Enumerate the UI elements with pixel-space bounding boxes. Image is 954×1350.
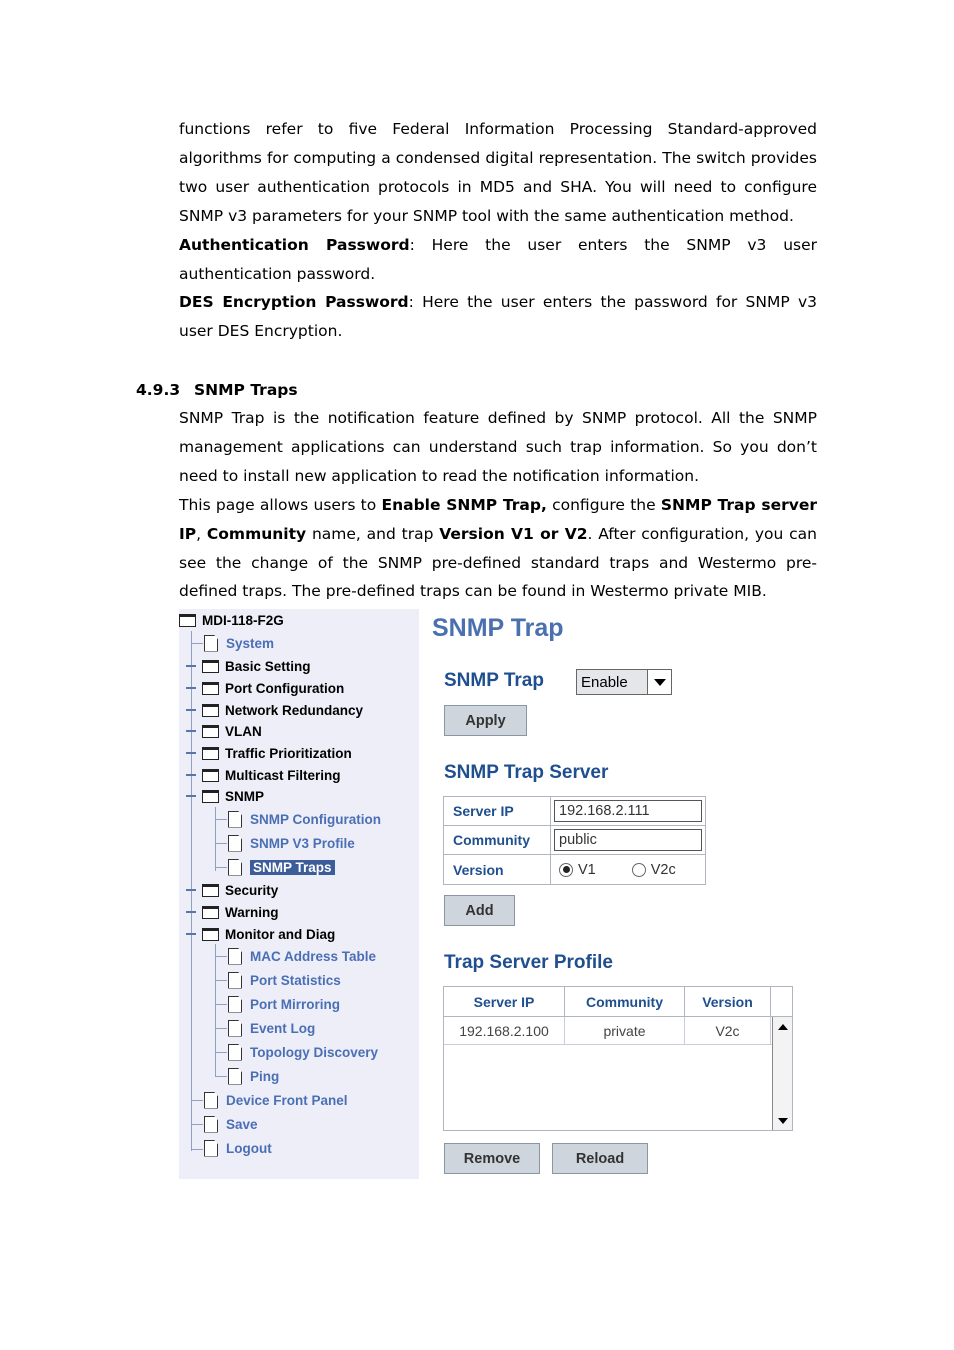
page-icon xyxy=(228,972,242,989)
p2-e: name, and trap xyxy=(306,524,440,543)
folder-icon xyxy=(202,790,219,803)
tree-root[interactable] xyxy=(179,609,284,631)
tree-item-snmp[interactable] xyxy=(202,785,264,807)
intro-paragraph-1: functions refer to five Federal Information Processing Standard-approved algorithms for computing a condensed digital representation. The switch provides two user authentication protocols in MD5 and SHA. You will need to configure SNMP v3 parameters for your SNMP tool with the same authentication method. xyxy=(179,120,817,225)
tree-item-label: Multicast Filtering xyxy=(225,767,341,783)
expand-icon[interactable] xyxy=(186,709,196,711)
chevron-down-icon xyxy=(647,670,671,694)
tree-line xyxy=(215,843,227,844)
version-row xyxy=(444,855,705,884)
page-icon xyxy=(204,1092,218,1109)
page-icon xyxy=(228,1068,242,1085)
tree-item-ping[interactable] xyxy=(228,1065,279,1087)
tree-line xyxy=(191,643,203,644)
page-icon xyxy=(228,1044,242,1061)
remove-button[interactable]: Remove xyxy=(444,1143,540,1174)
scrollbar[interactable] xyxy=(772,1017,792,1130)
folder-icon xyxy=(202,725,219,738)
community-row xyxy=(444,826,705,855)
tree-item-topology-discovery[interactable] xyxy=(228,1041,378,1063)
p2-b1: Enable SNMP Trap, xyxy=(381,495,547,514)
expand-icon[interactable] xyxy=(186,730,196,732)
tree-item-vlan[interactable] xyxy=(202,720,262,742)
column-version: Version xyxy=(685,987,771,1016)
tree-item-basic-setting[interactable] xyxy=(202,655,311,677)
folder-icon xyxy=(202,704,219,717)
tree-item-port-statistics[interactable] xyxy=(228,969,341,991)
p2-d: , xyxy=(196,524,207,543)
section-number: 4.9.3 xyxy=(136,381,181,399)
version-v2c-option[interactable] xyxy=(632,862,676,878)
folder-icon xyxy=(202,660,219,673)
tree-item-warning[interactable] xyxy=(202,901,279,923)
panel-title: SNMP Trap xyxy=(432,614,564,642)
radio-selected-icon xyxy=(559,863,573,877)
tree-item-label: Traffic Prioritization xyxy=(225,745,352,761)
section-text xyxy=(179,404,817,606)
tree-item-system[interactable] xyxy=(204,632,274,654)
tree-item-label: Logout xyxy=(226,1140,272,1156)
collapse-icon[interactable] xyxy=(186,933,196,935)
expand-icon[interactable] xyxy=(186,774,196,776)
nav-tree xyxy=(179,609,419,1179)
auth-password-term: Authentication Password xyxy=(179,235,410,254)
tree-item-network-redundancy[interactable] xyxy=(202,699,363,721)
collapse-icon[interactable] xyxy=(186,795,196,797)
tree-item-security[interactable] xyxy=(202,879,278,901)
tree-line xyxy=(215,807,216,871)
tree-item-label: Event Log xyxy=(250,1020,316,1036)
tree-item-label: Security xyxy=(225,882,279,898)
tree-line xyxy=(191,1100,203,1101)
tree-item-label: SNMP xyxy=(225,788,265,804)
server-ip-input[interactable]: 192.168.2.111 xyxy=(554,800,702,822)
section-paragraph-2 xyxy=(179,491,817,607)
tree-item-multicast-filtering[interactable] xyxy=(202,764,341,786)
trap-server-form xyxy=(443,796,706,885)
tree-item-label: SNMP Configuration xyxy=(250,811,381,827)
tree-item-logout[interactable] xyxy=(204,1137,272,1159)
cell-version: V2c xyxy=(685,1017,771,1044)
tree-item-label: MAC Address Table xyxy=(250,948,377,964)
tree-line xyxy=(215,819,227,820)
add-button[interactable]: Add xyxy=(444,895,515,926)
page-icon xyxy=(204,635,218,652)
tree-item-port-mirroring[interactable] xyxy=(228,993,340,1015)
tree-item-port-configuration[interactable] xyxy=(202,677,344,699)
tree-line xyxy=(191,1124,203,1125)
section-heading xyxy=(136,376,298,404)
p2-f: . After configuration, you can see the change of the SNMP pre-defined standard traps and Westermo pre-defined traps. The pre-defined traps can be found in Westermo private MIB. xyxy=(179,524,817,601)
tree-item-label: Save xyxy=(226,1116,258,1132)
p2-c: configure the xyxy=(546,495,661,514)
p2-a: This page allows users to xyxy=(179,495,382,514)
version-label: Version xyxy=(444,855,551,884)
table-row[interactable] xyxy=(444,1017,792,1045)
tree-line xyxy=(215,867,227,868)
scroll-up-icon[interactable] xyxy=(775,1019,790,1034)
tree-item-label: Network Redundancy xyxy=(225,702,364,718)
tree-item-snmp-configuration[interactable] xyxy=(228,808,381,830)
tree-line xyxy=(215,1076,227,1077)
trap-enable-select[interactable] xyxy=(576,669,672,695)
expand-icon[interactable] xyxy=(186,687,196,689)
section-paragraph-1: SNMP Trap is the notification feature defined by SNMP protocol. All the SNMP management applications can understand such trap information. So you don’t need to install new application to read the notification information. xyxy=(179,409,817,485)
apply-button[interactable]: Apply xyxy=(444,705,527,736)
tree-item-label: Port Mirroring xyxy=(250,996,340,1012)
trap-label: SNMP Trap xyxy=(444,670,544,691)
tree-item-mac-address-table[interactable] xyxy=(228,945,376,967)
folder-icon xyxy=(202,682,219,695)
tree-item-label: VLAN xyxy=(225,723,262,739)
tree-item-label: System xyxy=(226,635,275,651)
des-password-term: DES Encryption Password xyxy=(179,293,409,312)
section-title: SNMP Traps xyxy=(194,381,298,399)
page-icon xyxy=(204,1116,218,1133)
expand-icon[interactable] xyxy=(186,911,196,913)
expand-icon[interactable] xyxy=(186,752,196,754)
tree-item-label: Warning xyxy=(225,904,279,920)
intro-paragraph-2 xyxy=(179,231,817,289)
community-input[interactable]: public xyxy=(554,829,702,851)
tree-item-monitor-and-diag[interactable] xyxy=(202,923,335,945)
tree-item-label: Port Statistics xyxy=(250,972,341,988)
tree-line xyxy=(215,1028,227,1029)
intro-paragraph-3 xyxy=(179,288,817,346)
trap-enable-value: Enable xyxy=(581,673,628,691)
p2-b4: Version V1 or V2 xyxy=(439,524,588,543)
page-icon xyxy=(204,1140,218,1157)
tree-item-event-log[interactable] xyxy=(228,1017,315,1039)
expand-icon[interactable] xyxy=(186,665,196,667)
cell-community: private xyxy=(565,1017,685,1044)
tree-item-label: Ping xyxy=(250,1068,280,1084)
folder-icon xyxy=(202,769,219,782)
tree-item-snmp-traps[interactable] xyxy=(228,856,335,878)
page-icon xyxy=(228,811,242,828)
server-ip-row xyxy=(444,797,705,826)
server-ip-label: Server IP xyxy=(444,797,551,825)
page-icon xyxy=(228,948,242,965)
cell-server-ip: 192.168.2.100 xyxy=(444,1017,565,1044)
tree-item-traffic-prioritization[interactable] xyxy=(202,742,352,764)
tree-line xyxy=(215,956,227,957)
tree-item-label: Device Front Panel xyxy=(226,1092,348,1108)
server-heading: SNMP Trap Server xyxy=(444,762,609,783)
scroll-down-icon[interactable] xyxy=(775,1113,790,1128)
intro-text xyxy=(179,115,817,346)
profile-heading: Trap Server Profile xyxy=(444,952,613,973)
expand-icon[interactable] xyxy=(186,889,196,891)
page-icon xyxy=(228,996,242,1013)
des-password-desc: : Here the user enters the password for SNMP v3 user DES Encryption. xyxy=(179,293,817,341)
tree-item-label: Topology Discovery xyxy=(250,1044,379,1060)
tree-line xyxy=(215,1004,227,1005)
folder-icon xyxy=(202,928,219,941)
folder-icon xyxy=(202,906,219,919)
table-header xyxy=(444,987,792,1017)
p2-b2: SNMP Trap server IP xyxy=(179,495,817,543)
tree-line xyxy=(215,944,216,1077)
tree-root-label: MDI-118-F2G xyxy=(202,612,284,628)
folder-icon xyxy=(202,747,219,760)
version-v2c-label: V2c xyxy=(650,861,676,878)
page-icon xyxy=(228,1020,242,1037)
p2-b3: Community xyxy=(206,524,307,543)
tree-item-label: Monitor and Diag xyxy=(225,926,336,942)
trap-server-profile-table xyxy=(443,986,793,1131)
tree-item-label: Port Configuration xyxy=(225,680,345,696)
tree-line xyxy=(215,980,227,981)
tree-item-snmp-v3-profile[interactable] xyxy=(228,832,355,854)
tree-item-label: Basic Setting xyxy=(225,658,311,674)
tree-line xyxy=(215,1052,227,1053)
folder-icon xyxy=(179,614,196,627)
tree-item-label-selected: SNMP Traps xyxy=(250,860,335,875)
column-server-ip: Server IP xyxy=(444,987,565,1016)
tree-line xyxy=(191,1149,203,1150)
community-label: Community xyxy=(444,826,551,854)
radio-icon xyxy=(632,863,646,877)
column-community: Community xyxy=(565,987,685,1016)
version-v1-label: V1 xyxy=(578,861,596,878)
folder-icon xyxy=(202,884,219,897)
page-icon xyxy=(228,835,242,852)
version-v1-option[interactable] xyxy=(559,862,596,878)
tree-item-device-front-panel[interactable] xyxy=(204,1089,348,1111)
reload-button[interactable]: Reload xyxy=(552,1143,648,1174)
page-icon xyxy=(228,859,242,876)
auth-password-desc: : Here the user enters the SNMP v3 user authentication password. xyxy=(179,235,817,283)
tree-item-save[interactable] xyxy=(204,1113,258,1135)
tree-item-label: SNMP V3 Profile xyxy=(250,835,355,851)
